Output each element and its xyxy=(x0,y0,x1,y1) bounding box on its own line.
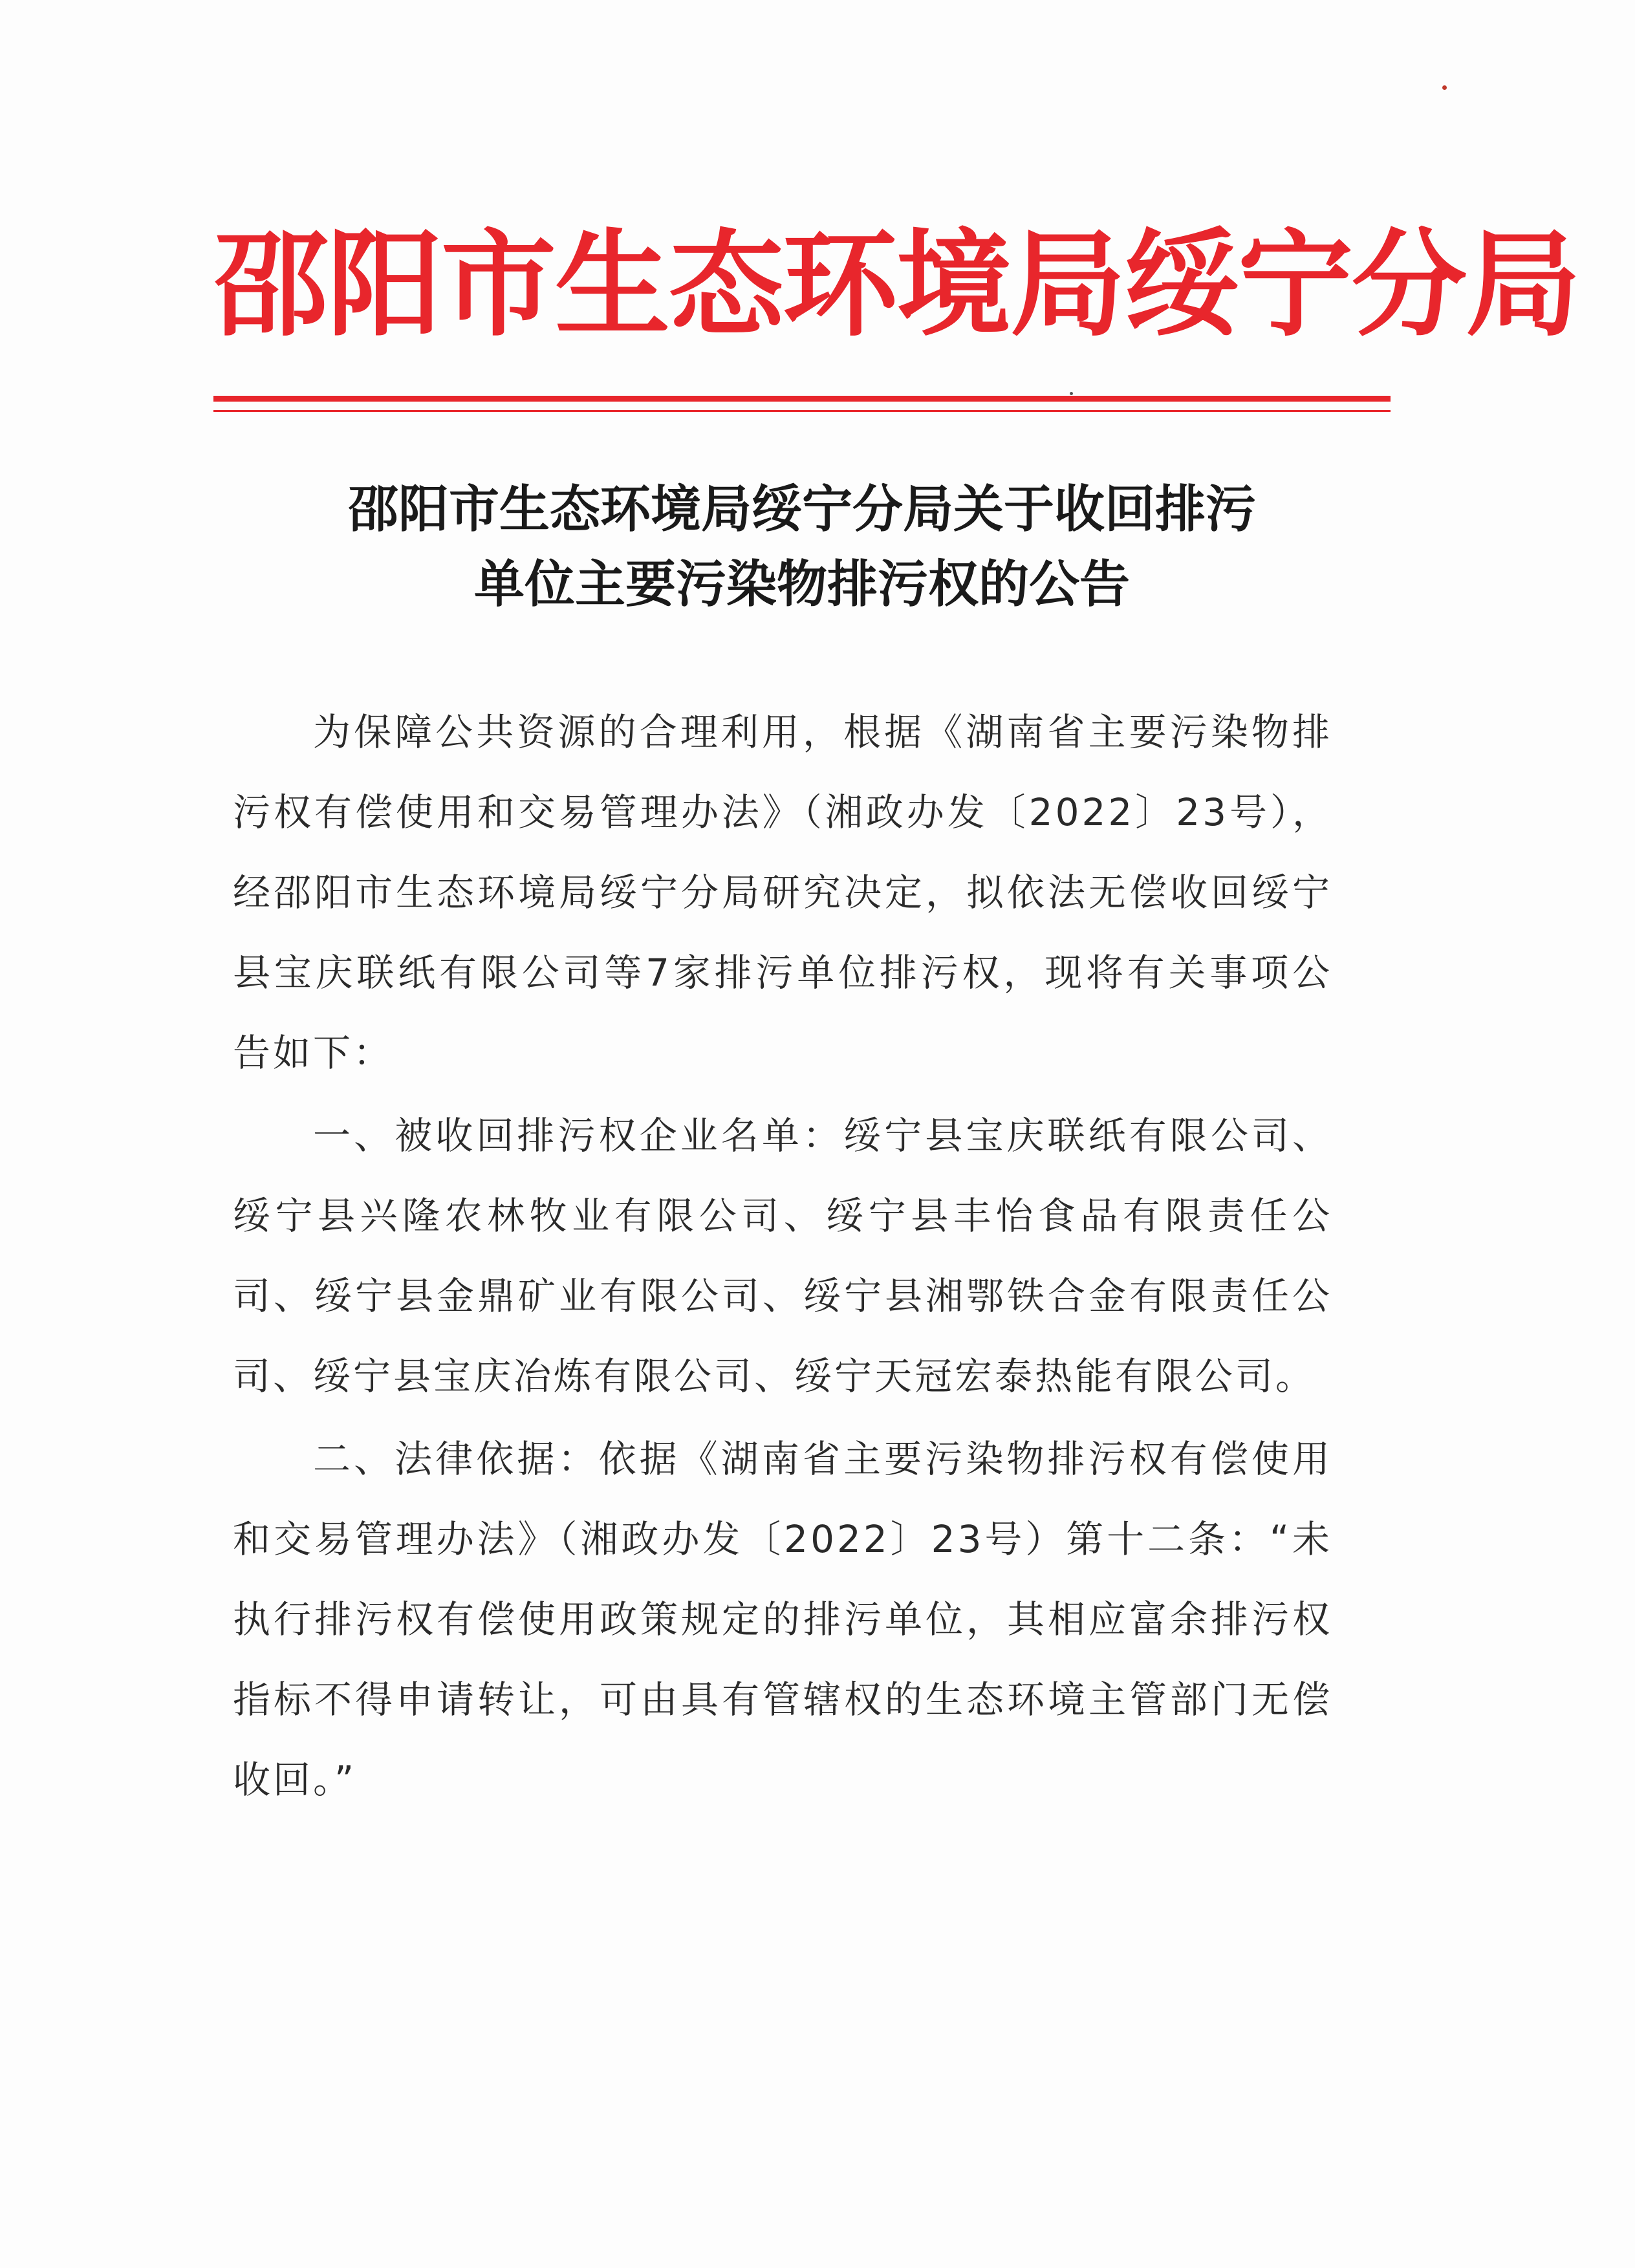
letterhead-red-rule-thick xyxy=(213,396,1391,402)
document-body xyxy=(233,692,1332,1822)
paragraph-intro: 为保障公共资源的合理利用，根据《湖南省主要污染物排污权有偿使用和交易管理办法》（湘政办发〔2022〕23号），经邵阳市生态环境局绥宁分局研究决定，拟依法无偿收回绥宁县宝庆联纸有限公司等7家排污单位排污权，现将有关事项公告如下： xyxy=(233,710,1332,1075)
paragraph-company-list: 一、被收回排污权企业名单：绥宁县宝庆联纸有限公司、绥宁县兴隆农林牧业有限公司、绥宁县丰怡食品有限责任公司、绥宁县金鼎矿业有限公司、绥宁县湘鄂铁合金有限责任公司、绥宁县宝庆冶炼有限公司、绥宁天冠宏泰热能有限公司。 xyxy=(233,1114,1332,1398)
document-title-line-1: 邵阳市生态环境局绥宁分局关于收回排污 xyxy=(347,480,1256,539)
letterhead-red-rule-thin xyxy=(213,410,1391,412)
document-title xyxy=(194,472,1410,622)
scan-speck xyxy=(1070,392,1073,395)
scan-speck xyxy=(1442,85,1447,90)
document-title-line-2: 单位主要污染物排污权的公告 xyxy=(473,555,1130,614)
paragraph-legal-basis: 二、法律依据：依据《湖南省主要污染物排污权有偿使用和交易管理办法》（湘政办发〔2022〕23号）第十二条：“未执行排污权有偿使用政策规定的排污单位，其相应富余排污权指标不得申请转让，可由具有管辖权的生态环境主管部门无偿收回。” xyxy=(233,1437,1332,1802)
letterhead-title: 邵阳市生态环境局绥宁分局 xyxy=(213,217,1579,352)
